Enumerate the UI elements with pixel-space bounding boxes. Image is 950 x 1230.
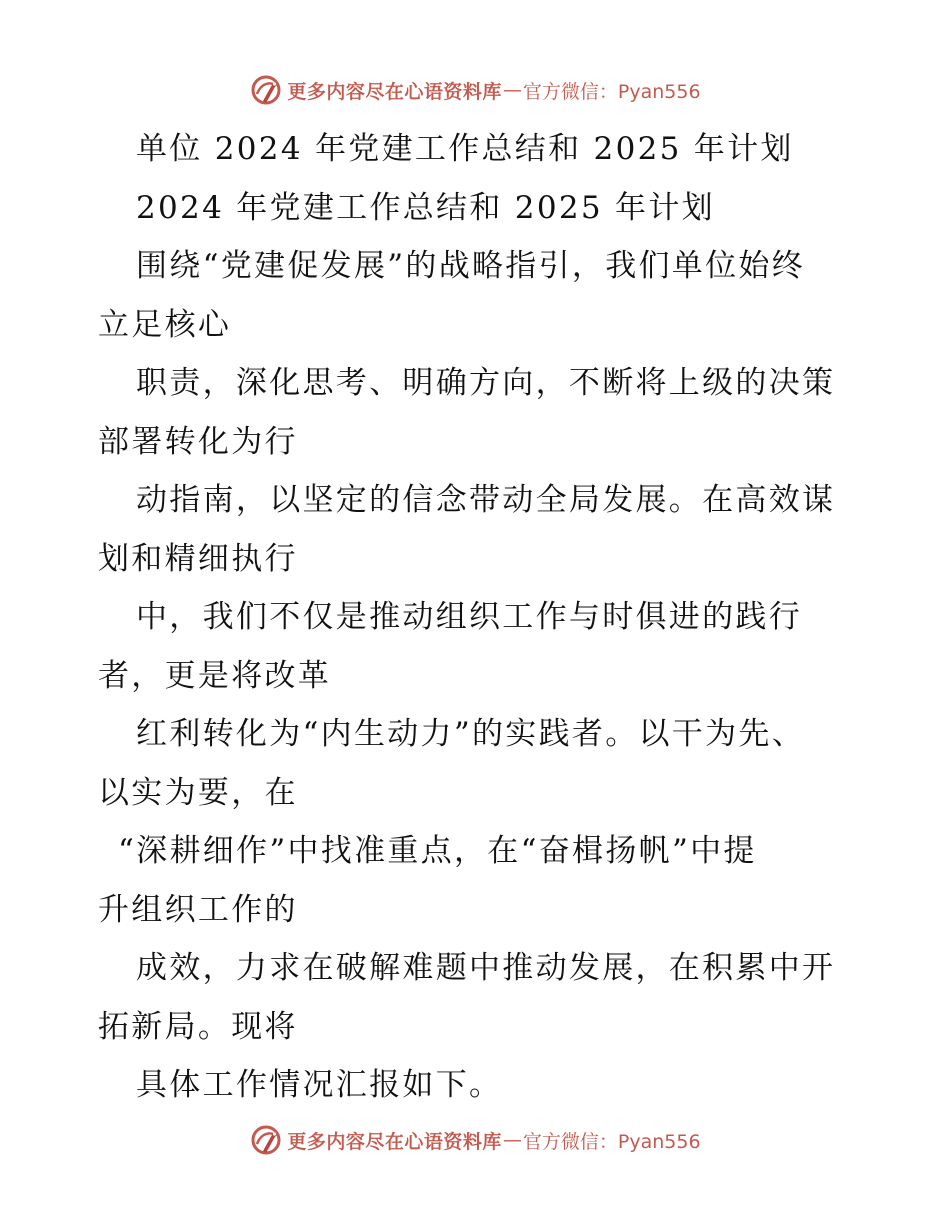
paragraph-line: 立足核心 (98, 306, 232, 343)
paragraph-line: 者，更是将改革 (98, 657, 332, 694)
paragraph-line: 以实为要，在 (98, 774, 298, 811)
footer-banner-dash: — (502, 1129, 522, 1151)
document-body (98, 120, 858, 1115)
paragraph-line: 拓新局。现将 (98, 1008, 298, 1045)
header-banner-dash: — (502, 79, 522, 101)
header-banner-title: 更多内容尽在心语资料库 (287, 80, 502, 103)
pen-logo-icon (249, 1123, 283, 1157)
footer-banner-title: 更多内容尽在心语资料库 (287, 1130, 502, 1153)
paragraph-line: “深耕细作”中找准重点，在“奋楫扬帆”中提 (118, 833, 757, 869)
paragraph-line: 升组织工作的 (98, 891, 298, 928)
paragraph-line: 红利转化为“内生动力”的实践者。以干为先、 (136, 716, 805, 752)
paragraph-line: 职责，深化思考、明确方向，不断将上级的决策 (136, 365, 836, 401)
header-banner (0, 70, 950, 110)
paragraph-line: 划和精细执行 (98, 540, 298, 577)
pen-logo-icon (249, 73, 283, 107)
document-title: 单位 2024 年党建工作总结和 2025 年计划 (136, 131, 794, 167)
paragraph-line: 具体工作情况汇报如下。 (136, 1067, 503, 1103)
paragraph-line: 中，我们不仅是推动组织工作与时俱进的践行 (136, 599, 802, 635)
paragraph-line: 部署转化为行 (98, 423, 298, 460)
footer-banner (0, 1120, 950, 1160)
paragraph-line: 围绕“党建促发展”的战略指引，我们单位始终 (136, 248, 805, 284)
header-banner-contact: 官方微信：Pyan556 (522, 80, 701, 103)
document-subtitle: 2024 年党建工作总结和 2025 年计划 (136, 189, 715, 226)
paragraph-line: 动指南，以坚定的信念带动全局发展。在高效谋 (136, 482, 836, 518)
footer-banner-contact: 官方微信：Pyan556 (522, 1130, 701, 1153)
paragraph-line: 成效，力求在破解难题中推动发展，在积累中开 (136, 950, 836, 986)
